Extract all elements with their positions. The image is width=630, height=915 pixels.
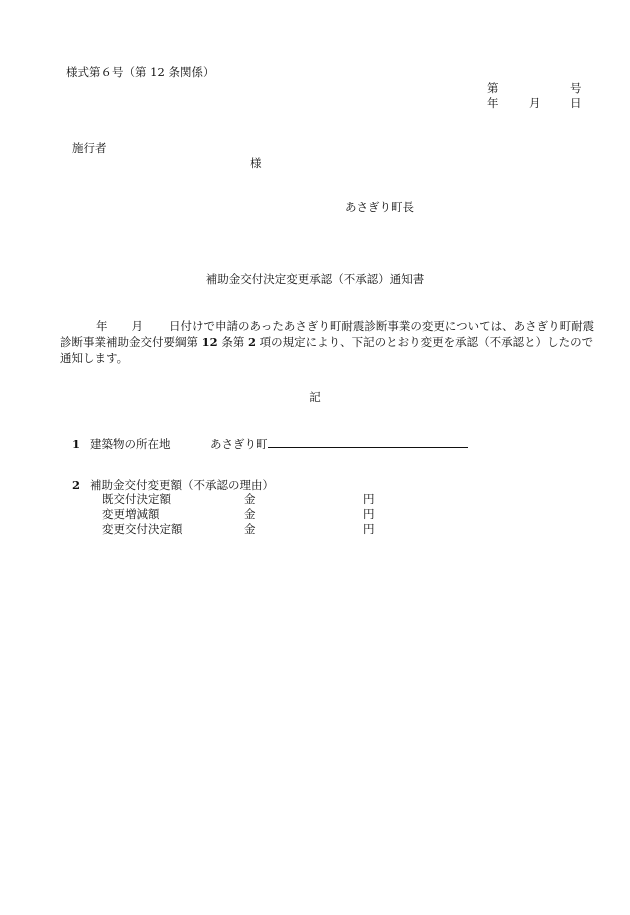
ki-heading: 記 — [309, 390, 321, 404]
amount-table — [102, 494, 382, 539]
amount-kin: 金 — [244, 492, 256, 506]
amount-label: 変更交付決定額 — [102, 522, 183, 536]
item-1-number: 1 — [72, 437, 81, 451]
amount-kin: 金 — [244, 507, 256, 521]
date-month: 月 — [529, 96, 541, 110]
body-number-1: 12 — [201, 335, 218, 349]
document-title: 補助金交付決定変更承認（不承認）通知書 — [205, 272, 425, 286]
item-1-value-prefix: あさぎり町 — [210, 437, 268, 451]
doc-number-dai: 第 — [487, 81, 499, 95]
date-day: 日 — [570, 96, 582, 110]
item-1-location — [72, 436, 468, 451]
amount-row — [102, 524, 382, 539]
addressee-honorific: 様 — [250, 156, 262, 170]
issuer-name: あさぎり町長 — [345, 200, 414, 214]
location-input-line[interactable] — [268, 436, 468, 448]
amount-label: 既交付決定額 — [102, 492, 171, 506]
amount-label: 変更増減額 — [102, 507, 160, 521]
item-2-number: 2 — [72, 478, 81, 492]
body-text-1: 日付けで申請のあったあさぎり町耐震診断事業の変更については、あさぎり町耐震診断事業補助金交付要綱第 — [60, 319, 595, 349]
form-number: 様式第６号（第 12 条関係） — [66, 65, 215, 79]
item-1-label: 建築物の所在地 — [90, 437, 171, 451]
body-paragraph — [60, 318, 600, 366]
amount-en: 円 — [363, 522, 375, 536]
body-number-2: 2 — [247, 335, 256, 349]
date-year: 年 — [487, 96, 499, 110]
document-number-block — [487, 83, 582, 113]
body-month: 月 — [131, 319, 143, 333]
item-2-amount — [72, 480, 274, 492]
item-2-label: 補助金交付変更額（不承認の理由） — [90, 478, 274, 492]
body-year: 年 — [96, 319, 108, 333]
amount-en: 円 — [363, 507, 375, 521]
date-row — [487, 98, 582, 113]
amount-kin: 金 — [244, 522, 256, 536]
addressee-label: 施行者 — [72, 141, 107, 155]
amount-en: 円 — [363, 492, 375, 506]
doc-number-go: 号 — [570, 81, 582, 95]
body-text-3: 項の規定により、下記のとおり変更を承認（不承認と）したので通知します。 — [60, 335, 594, 365]
body-text-2: 条第 — [221, 335, 245, 349]
